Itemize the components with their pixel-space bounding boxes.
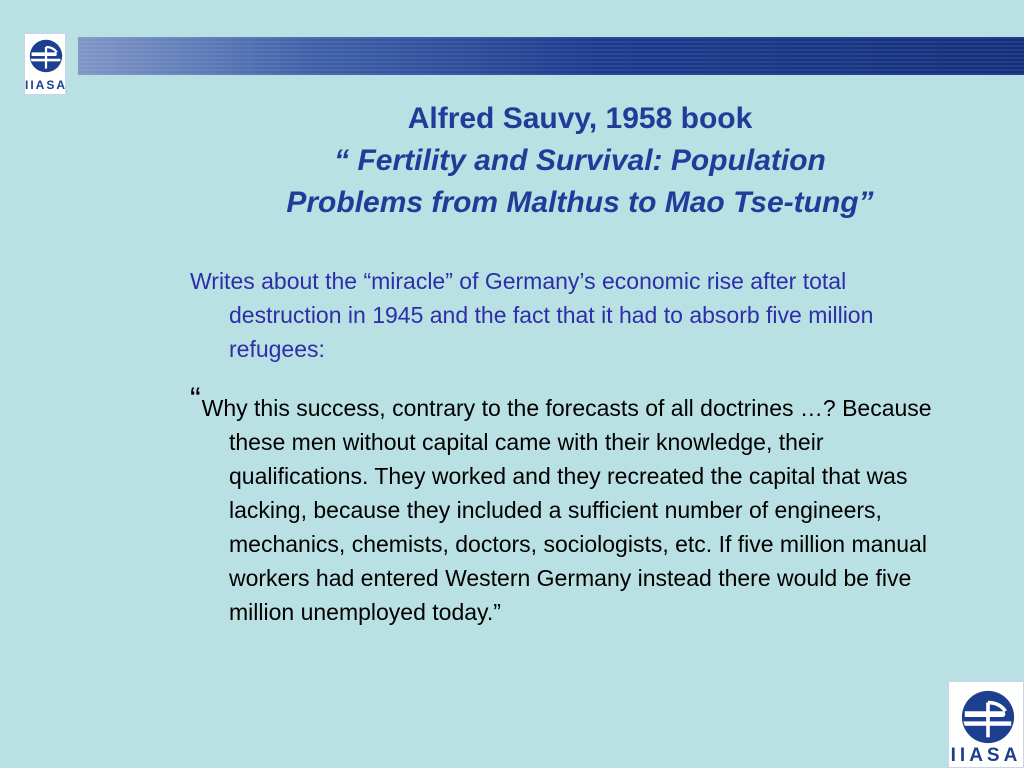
logo-text: IIASA	[25, 78, 68, 92]
globe-logo-icon	[959, 688, 1017, 746]
iasa-logo-top	[24, 33, 66, 95]
paragraph-quote	[190, 382, 960, 629]
title-line-2	[170, 140, 990, 182]
title-line-1: Alfred Sauvy, 1958 book	[407, 102, 753, 135]
paragraph-intro: Writes about the “miracle” of Germany’s economic rise after total destruction in 1945 and the fact that it had to absorb five million refugees:	[190, 268, 874, 362]
quote-text: Why this success, contrary to the forecasts of all doctrines …? Because these men without capital came with their knowledge, their qualifications. They worked and they recreated the capital that was lacking, because they included a sufficient number of engineers, mechanics, chemists, doctors, sociologists, etc. If five million manual workers had entered Western Germany instead there would be five million unemployed today.”	[201, 395, 932, 625]
logo-text: IIASA	[950, 745, 1022, 766]
globe-logo-icon	[28, 38, 64, 74]
title-line-3: Problems from Malthus to Mao Tse-tung”	[286, 186, 874, 219]
title-open-quote: “	[334, 144, 350, 177]
title-line-2-text: Fertility and Survival: Population	[357, 144, 826, 177]
slide-title	[170, 98, 990, 224]
quote-mark: “	[190, 381, 201, 417]
iasa-logo-bottom	[948, 681, 1024, 768]
header-banner	[78, 37, 1024, 75]
